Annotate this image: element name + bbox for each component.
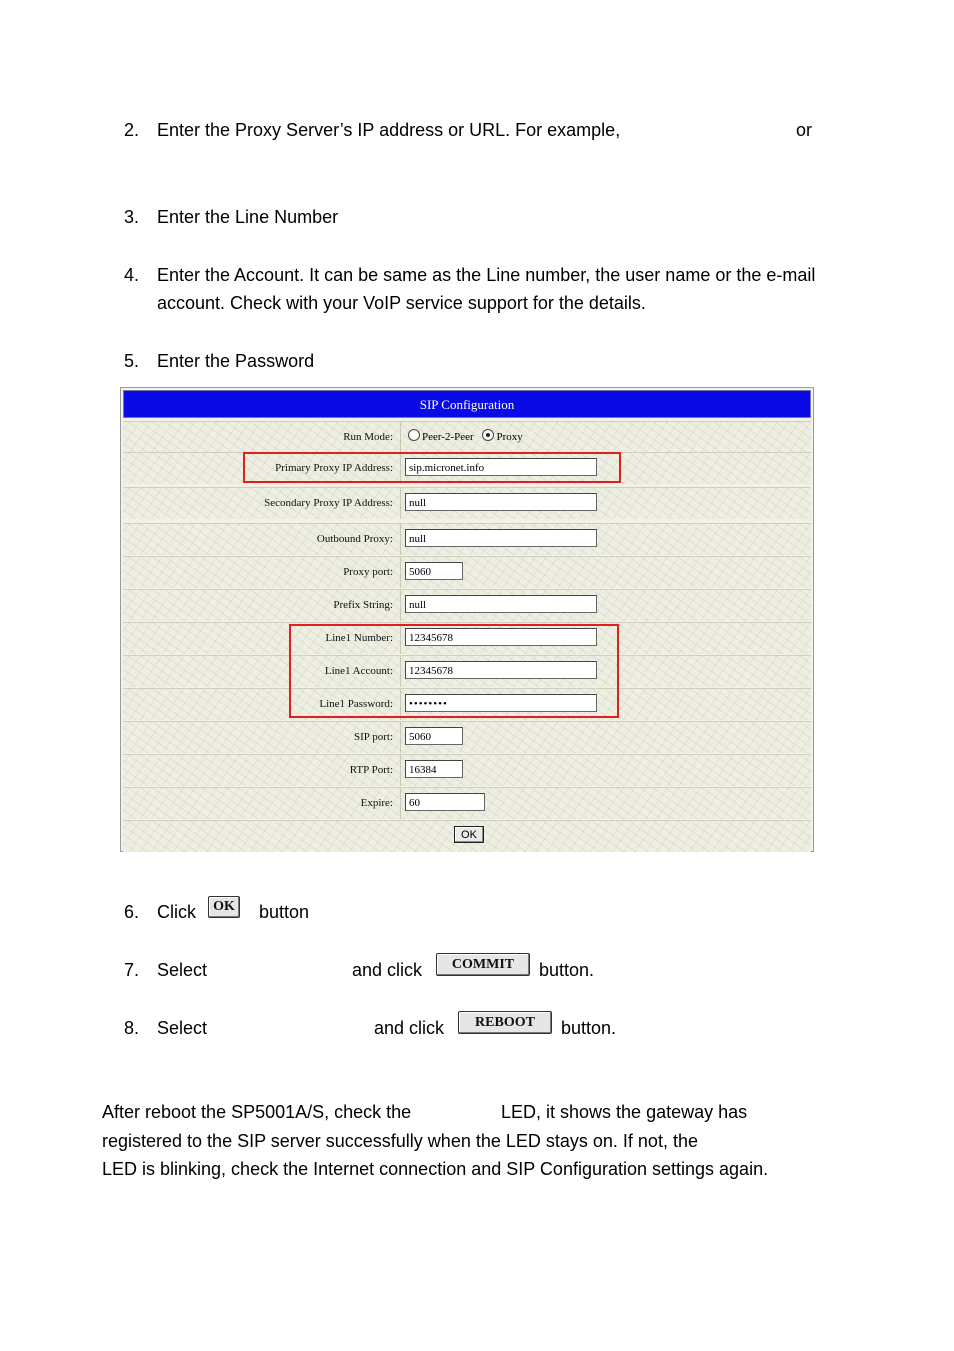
step-text: Enter the Account. It can be same as the Line number, the user name or the e-mail account. Check with your VoIP service support for the details. <box>157 265 816 313</box>
prefix-string-input[interactable]: null <box>405 595 597 613</box>
row-secondary-proxy <box>123 487 811 519</box>
step-text: button <box>259 902 310 922</box>
step-number: 2. <box>124 120 140 140</box>
field-label: Run Mode: <box>343 431 393 443</box>
step-text: Enter the Proxy Server’s IP address or URL. For example, <box>157 120 621 140</box>
step-text: button. <box>561 1018 617 1038</box>
primary-proxy-input[interactable]: sip.micronet.info <box>405 458 597 476</box>
line1-number-input[interactable]: 12345678 <box>405 628 597 646</box>
step-6 <box>124 898 196 926</box>
field-label: SIP port: <box>353 731 393 743</box>
field-label: Line1 Number: <box>325 632 393 644</box>
step-text: Select <box>157 1018 208 1038</box>
step-number: 4. <box>124 265 140 285</box>
row-submit <box>123 820 811 852</box>
sip-configuration-panel <box>120 387 814 852</box>
expire-input[interactable]: 60 <box>405 793 485 811</box>
step-5 <box>124 347 314 375</box>
step-number: 8. <box>124 1018 140 1038</box>
field-label: Line1 Account: <box>324 665 393 677</box>
reboot-button-image: REBOOT <box>458 1011 552 1034</box>
field-label: Expire: <box>360 797 393 809</box>
proxy-port-input[interactable]: 5060 <box>405 562 463 580</box>
row-rtp-port <box>123 754 811 786</box>
radio-label: Proxy <box>496 431 523 443</box>
field-label: Secondary Proxy IP Address: <box>264 497 393 509</box>
field-label: Prefix String: <box>333 599 393 611</box>
step-7 <box>124 956 207 984</box>
row-expire <box>123 787 811 819</box>
radio-peer-2-peer[interactable] <box>408 429 420 441</box>
row-outbound-proxy <box>123 523 811 555</box>
row-line1-account <box>123 655 811 687</box>
step-text: and click <box>374 1018 445 1038</box>
footer-line-1b: LED, it shows the gateway has <box>501 1102 748 1122</box>
rtp-port-input[interactable]: 16384 <box>405 760 463 778</box>
step-text: Click <box>157 902 196 922</box>
footer-line-3: LED is blinking, check the Internet connection and SIP Configuration settings again. <box>102 1159 769 1179</box>
line1-account-input[interactable]: 12345678 <box>405 661 597 679</box>
secondary-proxy-input[interactable]: null <box>405 493 597 511</box>
row-run-mode <box>123 421 811 453</box>
radio-proxy[interactable] <box>482 429 494 441</box>
step-2-or: or <box>796 120 813 140</box>
ok-button[interactable]: OK <box>454 826 484 843</box>
panel-title: SIP Configuration <box>123 390 811 418</box>
row-sip-port <box>123 721 811 753</box>
field-label: Primary Proxy IP Address: <box>275 462 393 474</box>
step-2 <box>124 116 620 144</box>
line1-password-input[interactable]: •••••••• <box>405 694 597 712</box>
outbound-proxy-input[interactable]: null <box>405 529 597 547</box>
step-8 <box>124 1014 207 1042</box>
row-primary-proxy <box>123 452 811 484</box>
step-text: and click <box>352 960 423 980</box>
field-label: Line1 Password: <box>319 698 393 710</box>
row-proxy-port <box>123 556 811 588</box>
field-label: RTP Port: <box>349 764 393 776</box>
step-text: Enter the Line Number <box>157 207 339 227</box>
run-mode-options <box>408 422 523 453</box>
step-number: 3. <box>124 207 140 227</box>
sip-port-input[interactable]: 5060 <box>405 727 463 745</box>
radio-label: Peer-2-Peer <box>422 431 474 443</box>
step-text: Select <box>157 960 208 980</box>
commit-button-image: COMMIT <box>436 953 530 976</box>
field-label: Proxy port: <box>343 566 393 578</box>
step-text: button. <box>539 960 595 980</box>
step-3 <box>124 203 338 231</box>
field-label: Outbound Proxy: <box>316 533 393 545</box>
step-number: 6. <box>124 902 140 922</box>
footer-line-1a: After reboot the SP5001A/S, check the <box>102 1102 412 1122</box>
step-number: 7. <box>124 960 140 980</box>
step-number: 5. <box>124 351 140 371</box>
footer-line-2: registered to the SIP server successfully when the LED stays on. If not, the <box>102 1131 698 1151</box>
row-line1-number <box>123 622 811 654</box>
row-prefix-string <box>123 589 811 621</box>
step-text: Enter the Password <box>157 351 315 371</box>
ok-button-image: OK <box>208 896 240 918</box>
row-line1-password <box>123 688 811 720</box>
step-4 <box>124 261 817 317</box>
